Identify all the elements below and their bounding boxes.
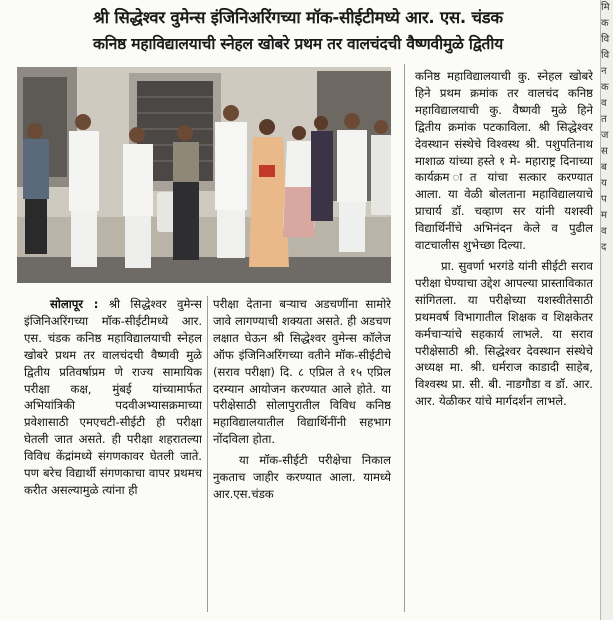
column-divider: [404, 64, 405, 612]
column-2-paragraph-2: या मॉक-सीईटी परीक्षेचा निकाल नुकताच जाहीर करण्यात आला. यामध्ये आर.एस.चंडक: [213, 453, 391, 501]
dateline: सोलापूर :: [50, 297, 99, 311]
news-photo: [17, 67, 391, 283]
adjacent-article-strip: [600, 0, 613, 620]
article-column-3: [415, 68, 593, 613]
column-3-paragraph-1: कनिष्ठ महाविद्यालयाची कु. स्नेहल खोबरे हिने प्रथम क्रमांक तर वालचंद कनिष्ठ महाविद्यालयाची कु. वैष्णवी मुळे हिने द्वितीय क्रमांक पटकाविला. श्री सिद्धेश्वर देवस्थान संस्थेचे विश्वस्थ श्री. पशुपतिनाथ माशाळ यांच्या हस्ते १ मे- महाराष्ट्र दिनाच्या कार्यक्रम ात यांचा सत्कार करण्यात आला. या वेळी बोलताना महाविद्यालयाचे प्राचार्य डॉ. चव्हाण सर यांनी यशस्वी विद्यार्थिनींचे अभिनंदन केले व पुढील वाटचालीस शुभेच्छा दिल्या.: [415, 69, 593, 253]
headline: [8, 4, 588, 57]
column-divider: [207, 296, 208, 612]
column-2-paragraph-1: परीक्षा देताना बऱ्याच अडचणींना सामोरे जावे लागण्याची शक्यता असते. ही अडचण लक्षात घेऊन श्री सिद्धेश्वर वुमेन्स कॉलेज ऑफ इंजिनिअरिंगच्या वतीने मॉक-सीईटीचे (सराव परीक्षा) दि. ८ एप्रिल ते १५ एप्रिल दरम्यान आयोजन करण्यात आले होते. या परीक्षेसाठी सोलापुरातील विविध कनिष्ठ महाविद्यालयातील विद्यार्थिनींनी सहभाग नोंदविला होता.: [213, 297, 391, 447]
adjacent-article-text: मि क वि वि न क व त ज स ब य प म व द: [601, 2, 610, 253]
column-3-paragraph-2: प्रा. सुवर्णा भरगंडे यांनी सीईटी सराव परीक्षा घेण्याचा उद्देश आपल्या प्रास्ताविकात सांगितला. या परीक्षेच्या यशस्वीतेसाठी प्रथमवर्ष विभागातील शिक्षक व शिक्षकेतर कर्मचाऱ्यांचे सहकार्य लाभले. या सराव परीक्षेसाठी श्री. सिद्धेश्वर देवस्थान संस्थेचे अध्यक्ष मा. श्री. धर्मराज काडादी साहेब, विश्वस्थ प्रा. सी. बी. नाडगौडा व डॉ. आर. आर. येळीकर यांचे मार्गदर्शन लाभले.: [415, 258, 593, 409]
article-column-2: [213, 296, 391, 612]
article-column-1: [24, 296, 202, 612]
headline-line-1: श्री सिद्धेश्वर वुमेन्स इंजिनिअरिंगच्या मॉक-सीईटीमध्ये आर. एस. चंडक: [93, 8, 503, 27]
photo-illustration: [17, 67, 391, 283]
column-1-paragraph: श्री सिद्धेश्वर वुमेन्स इंजिनिअरिंगच्या मॉक-सीईटीमध्ये आर. एस. चंडक कनिष्ठ महाविद्यालयाची स्नेहल खोबरे प्रथम तर वालचंदची वैष्णवी मुळे द्वितीय प्रतिवर्षाप्रम णे राज्य सामायिक परीक्षा कक्ष, मुंबई यांच्यामार्फत अभियांत्रिकी पदवीअभ्यासक्रमाच्या प्रवेशासाठी एमएचटी-सीईटी ही परीक्षा घेतली जात असते. ही परीक्षा शहरातल्या विविध केंद्रांमध्ये संगणकावर घेतली जाते. पण बरेच विद्यार्थी संगणकाचा वापर प्रथमच करीत असल्यामुळे त्यांना ही: [24, 297, 202, 497]
headline-line-2: कनिष्ठ महाविद्यालयाची स्नेहल खोबरे प्रथम तर वालचंदची वैष्णवीमुळे द्वितीय: [93, 35, 503, 53]
